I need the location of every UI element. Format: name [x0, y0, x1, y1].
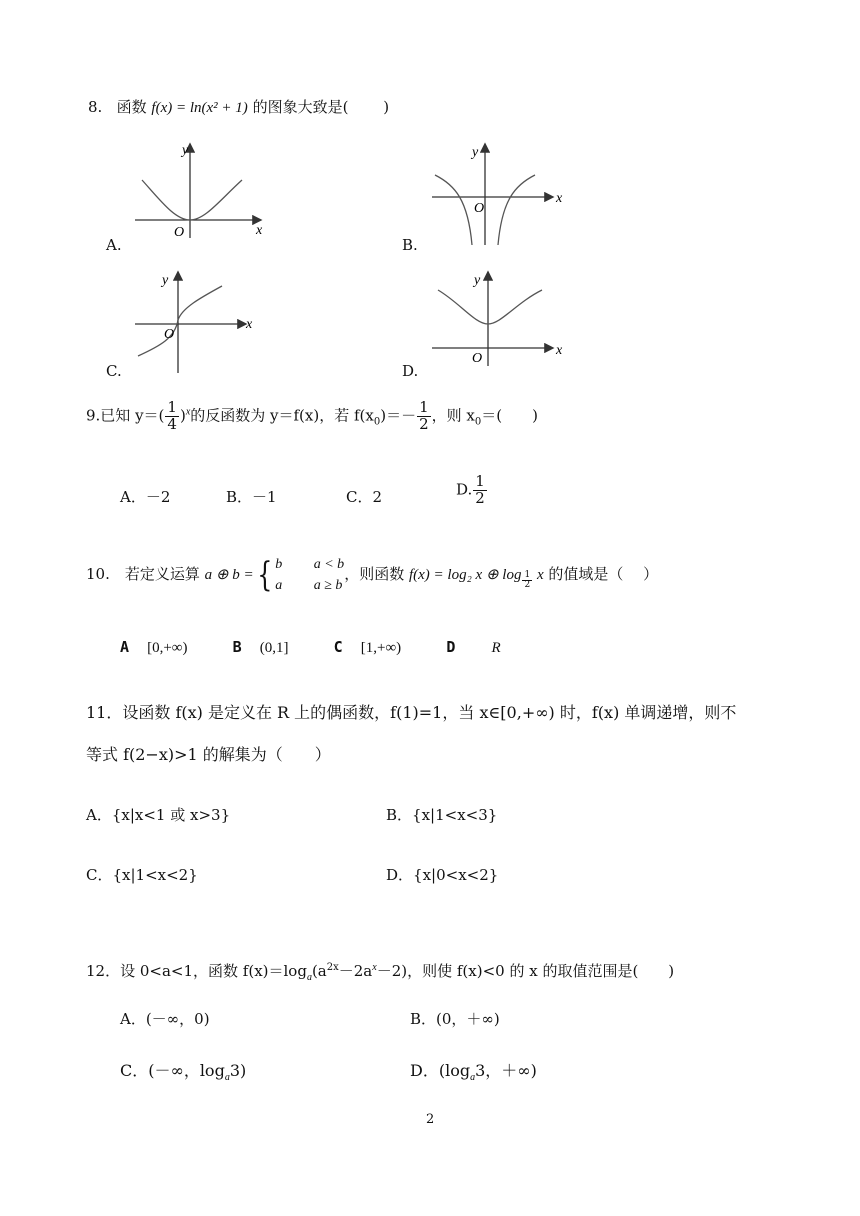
svg-text:y: y	[474, 273, 481, 288]
page-number: 2	[426, 1112, 435, 1127]
q11-option-b: B．{x|1<x<3}	[386, 806, 498, 824]
q8-graph-a	[130, 140, 280, 240]
svg-text:O: O	[174, 225, 185, 240]
q8-option-c-label: C.	[106, 362, 122, 380]
q8-graph-c	[130, 268, 280, 378]
svg-text:y: y	[182, 143, 189, 158]
svg-text:O: O	[472, 351, 483, 366]
q11-option-a: A．{x|x<1 或 x>3}	[86, 806, 231, 824]
svg-text:x: x	[556, 343, 563, 358]
q12-stem: 12．设 0<a<1，函数 $f(x)=\log_a(a^{2x}-2a^x-2)$，则使 f(x)<0 的 x 的取值范围是( )	[86, 962, 675, 983]
q9-stem: 9.已知 y＝( $\frac{1}{4}$ )$^x$的反函数为 y＝f(x)，若 $f(x_0)=-$ $\frac{1}{2}$ ，则 $x_0=$( )	[86, 398, 538, 433]
q8-option-d-label: D.	[402, 362, 419, 380]
q12-option-c: C．(－∞，$\log_a3$)	[120, 1061, 247, 1084]
q12-option-d: D．($\log_a3$，＋∞)	[410, 1061, 537, 1084]
q12-option-b: B．(0，＋∞)	[410, 1010, 500, 1028]
q8-option-a-label: A.	[106, 236, 122, 254]
q11-option-c: C．{x|1<x<2}	[86, 866, 198, 884]
q12-option-a: A．(－∞，0)	[120, 1010, 210, 1028]
svg-text:x: x	[556, 191, 563, 206]
q11-stem-line2: 等式 f(2−x)>1 的解集为（ ）	[86, 745, 331, 764]
svg-text:O: O	[164, 327, 175, 342]
q10-options: A [0,+∞) B (0,1] C [1,+∞) D R	[120, 638, 501, 656]
q8-graph-d	[430, 268, 580, 378]
q10-stem: 10. 若定义运算 a ⊕ b ={ b a < b a a ≥ b ，则函数 f(x) = log₂ x ⊕ log $_{\frac{1}{2}}$ x 的值域是（ ）	[86, 555, 659, 595]
q11-option-d: D．{x|0<x<2}	[386, 866, 499, 884]
q9-fraction-quarter: $\frac{1}{4}$	[167, 398, 177, 433]
svg-text:x: x	[246, 317, 253, 332]
svg-text:x: x	[256, 223, 263, 238]
q8-stem: 8. 函数 f(x) = ln(x² + 1) 的图象大致是( )	[88, 98, 390, 116]
q9-fraction-half: $\frac{1}{2}$	[419, 398, 429, 433]
q9-option-a: A．－2	[120, 488, 171, 506]
q8-graph-b	[430, 140, 580, 250]
q9-option-b: B．－1	[226, 488, 277, 506]
q10-piecewise: b a < b a a ≥ b	[275, 557, 345, 593]
q9-option-d: D. $\frac{1}{2}$	[456, 472, 485, 507]
svg-text:y: y	[162, 273, 169, 288]
q11-stem-line1: 11．设函数 f(x) 是定义在 R 上的偶函数，f(1)=1，当 x∈[0,+∞) 时，f(x) 单调递增，则不	[86, 703, 737, 722]
q9-option-c: C．2	[346, 488, 383, 506]
svg-text:y: y	[472, 145, 479, 160]
q8-option-b-label: B.	[402, 236, 418, 254]
svg-text:O: O	[474, 201, 485, 216]
